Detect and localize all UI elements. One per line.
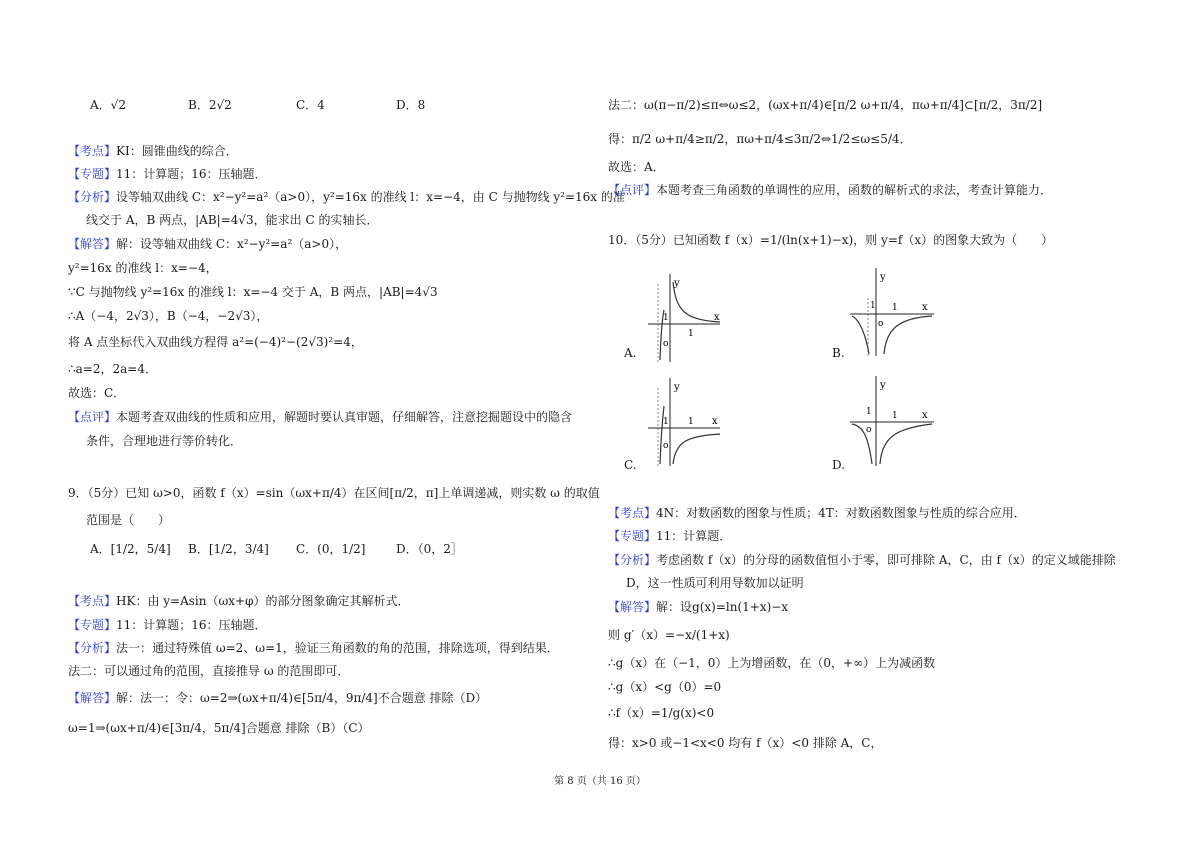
q8-option-a: A．√2	[90, 98, 126, 112]
q8-zhuanti	[68, 165, 267, 183]
q9-jieda-2: ω=1⇒(ωx+π/4)∈[3π/4，5π/4]合题意 排除（B）（C）	[68, 721, 370, 735]
q8-option-b: B．2√2	[188, 98, 232, 112]
tag-jieda: 【解答】	[608, 600, 657, 614]
y-label: y	[674, 278, 680, 289]
q9-zhuanti	[68, 616, 267, 634]
q9-option-a: A．[1/2，5/4]	[90, 542, 171, 556]
q8-fenxi-2: 线交于 A，B 两点，|AB|=4√3，能求出 C 的实轴长．	[86, 213, 379, 227]
q9-stem-1: 9．（5分）已知 ω>0，函数 f（x）=sin（ωx+π/4）在区间[π/2，π]上单调递减，则实数 ω 的取值	[68, 486, 600, 500]
q8-zhuanti-text: 11：计算题；16：压轴题．	[116, 167, 267, 181]
q8-jieda	[68, 235, 347, 253]
q10-line-5: ∴f（x）=1/g(x)<0	[608, 706, 715, 720]
tag-fenxi: 【分析】	[68, 641, 117, 655]
q9-jieda-text-1: 解：法一：令：ω=2⇒(ωx+π/4)∈[5π/4，9π/4]不合题意 排除（D）	[116, 691, 488, 705]
q10-fenxi-text-1: 考虑函数 f（x）的分母的函数值恒小于零，即可排除 A，C，由 f（x）的定义域能排除	[656, 553, 1116, 567]
graph-d-label: D.	[832, 458, 846, 472]
q8-jieda-text-1: 解：设等轴双曲线 C：x²−y²=a²（a>0），	[116, 237, 348, 251]
curve	[660, 282, 720, 360]
q9-stem-2: 范围是（ ）	[86, 513, 171, 527]
tag-kaodian: 【考点】	[608, 506, 657, 520]
q10-line-4: ∴g（x）<g（0）=0	[608, 680, 722, 694]
q10-fenxi-1	[608, 551, 1116, 569]
q9-method2-line-2: 得：π/2 ω+π/4≥π/2，πω+π/4≤3π/2⇔1/2≤ω≤5/4．	[608, 132, 912, 146]
q8-dianping-text-1: 本题考查双曲线的性质和应用，解题时要认真审题，仔细解答，注意挖掘题设中的隐含	[116, 410, 573, 424]
graph-c-label: C.	[624, 458, 637, 472]
one-label: 1	[663, 313, 669, 323]
q9-method2-line-3: 故选：A．	[608, 160, 665, 174]
curve	[852, 424, 932, 464]
q8-kaodian-text: KI：圆锥曲线的综合．	[116, 144, 238, 158]
x-label: x	[714, 312, 720, 323]
x-label: x	[922, 302, 928, 313]
graph-b-label: B.	[832, 346, 845, 360]
q9-zhuanti-text: 11：计算题；16：压轴题．	[116, 618, 267, 632]
q9-kaodian	[68, 592, 410, 610]
tag-zhuanti: 【专题】	[68, 167, 117, 181]
q10-zhuanti-text: 11：计算题．	[656, 529, 732, 543]
q10-line-3: ∴g（x）在（−1，0）上为增函数，在（0，+∞）上为减函数	[608, 656, 936, 670]
one-x-label: 1	[688, 329, 694, 339]
y-label: y	[880, 380, 886, 391]
q10-line-2: 则 g′（x）=−x/(1+x)	[608, 628, 730, 642]
q10-stem: 10．（5分）已知函数 f（x）=1/(ln(x+1)−x)，则 y=f（x）的图象大致为（ ）	[608, 233, 1054, 247]
tag-fenxi: 【分析】	[68, 190, 117, 204]
q8-line-3: ∵C 与抛物线 y²=16x 的准线 l：x=−4 交于 A，B 两点，|AB|=4√3	[68, 285, 438, 299]
q10-jieda-text-1: 解：设g(x)=ln(1+x)−x	[656, 600, 789, 614]
origin-label: o	[663, 339, 669, 349]
q8-fenxi-text-1: 设等轴双曲线 C：x²−y²=a²（a>0），y²=16x 的准线 l：x=−4，由 C 与抛物线 y²=16x 的准	[116, 190, 625, 204]
tag-zhuanti: 【专题】	[68, 618, 117, 632]
tag-jieda: 【解答】	[68, 691, 117, 705]
q8-kaodian	[68, 142, 238, 160]
tag-dianping: 【点评】	[608, 183, 657, 197]
q9-option-c: C．(0，1/2]	[296, 542, 366, 556]
y-label: y	[674, 382, 680, 393]
origin-label: o	[866, 425, 872, 435]
q8-option-c: C．4	[296, 98, 325, 112]
q8-line-2: y²=16x 的准线 l：x=−4，	[68, 261, 218, 275]
q9-kaodian-text: HK：由 y=Asin（ωx+φ）的部分图象确定其解析式．	[116, 594, 410, 608]
one-label: 1	[866, 407, 872, 417]
q9-dianping-text: 本题考查三角函数的单调性的应用，函数的解析式的求法，考查计算能力．	[656, 183, 1053, 197]
q8-dianping	[68, 408, 572, 426]
one-x-label: 1	[892, 303, 898, 313]
q10-fenxi-2: D，这一性质可利用导数加以证明	[626, 576, 804, 590]
q10-jieda	[608, 598, 788, 616]
one-label: 1	[663, 417, 669, 427]
curve	[660, 406, 720, 464]
q10-zhuanti	[608, 527, 731, 545]
q8-line-6: ∴a=2，2a=4．	[68, 362, 157, 376]
q8-line-5: 将 A 点坐标代入双曲线方程得 a²=(−4)²−(2√3)²=4，	[68, 335, 363, 349]
tag-jieda: 【解答】	[68, 237, 117, 251]
q8-option-d: D．8	[396, 98, 426, 112]
q9-option-b: B．[1/2，3/4]	[188, 542, 269, 556]
q10-kaodian-text: 4N：对数函数的图象与性质；4T：对数函数图象与性质的综合应用．	[656, 506, 1026, 520]
tag-kaodian: 【考点】	[68, 594, 117, 608]
one-x-label: 1	[688, 417, 694, 427]
y-label: y	[880, 272, 886, 283]
curve	[852, 316, 932, 354]
graph-a	[646, 272, 726, 364]
graph-d	[848, 374, 938, 468]
one-x-label: 1	[892, 411, 898, 421]
x-label: x	[712, 416, 718, 427]
graph-a-label: A.	[624, 346, 637, 360]
origin-label: o	[878, 319, 884, 329]
tag-kaodian: 【考点】	[68, 144, 117, 158]
q8-fenxi-1	[68, 188, 625, 206]
tag-dianping: 【点评】	[68, 410, 117, 424]
one-label: 1	[870, 301, 876, 311]
q10-kaodian	[608, 504, 1026, 522]
graph-b	[848, 266, 938, 358]
q8-dianping-2: 条件，合理地进行等价转化．	[86, 434, 243, 448]
q9-method2-line-1: 法二：ω(π−π/2)≤π⇔ω≤2，(ωx+π/4)∈[π/2 ω+π/4，πω+π/4]⊂[π/2，3π/2]	[608, 98, 1043, 112]
q9-fenxi-1	[68, 639, 559, 657]
q9-fenxi-2: 法二：可以通过角的范围，直接推导 ω 的范围即可．	[68, 664, 350, 678]
q10-line-6: 得：x>0 或−1<x<0 均有 f（x）<0 排除 A，C，	[608, 736, 883, 750]
q9-jieda	[68, 689, 487, 707]
q8-line-4: ∴A（−4，2√3），B（−4，−2√3），	[68, 309, 269, 323]
q8-line-7: 故选：C．	[68, 386, 126, 400]
q9-fenxi-text-1: 法一：通过特殊值 ω=2、ω=1，验证三角函数的角的范围，排除选项，得到结果．	[116, 641, 559, 655]
x-label: x	[922, 410, 928, 421]
graph-c	[646, 376, 726, 468]
origin-label: o	[663, 441, 669, 451]
page-footer: 第 8 页（共 16 页）	[554, 776, 646, 787]
q9-option-d: D．（0，2］	[396, 542, 463, 556]
q9-dianping	[608, 181, 1052, 199]
tag-fenxi: 【分析】	[608, 553, 657, 567]
tag-zhuanti: 【专题】	[608, 529, 657, 543]
